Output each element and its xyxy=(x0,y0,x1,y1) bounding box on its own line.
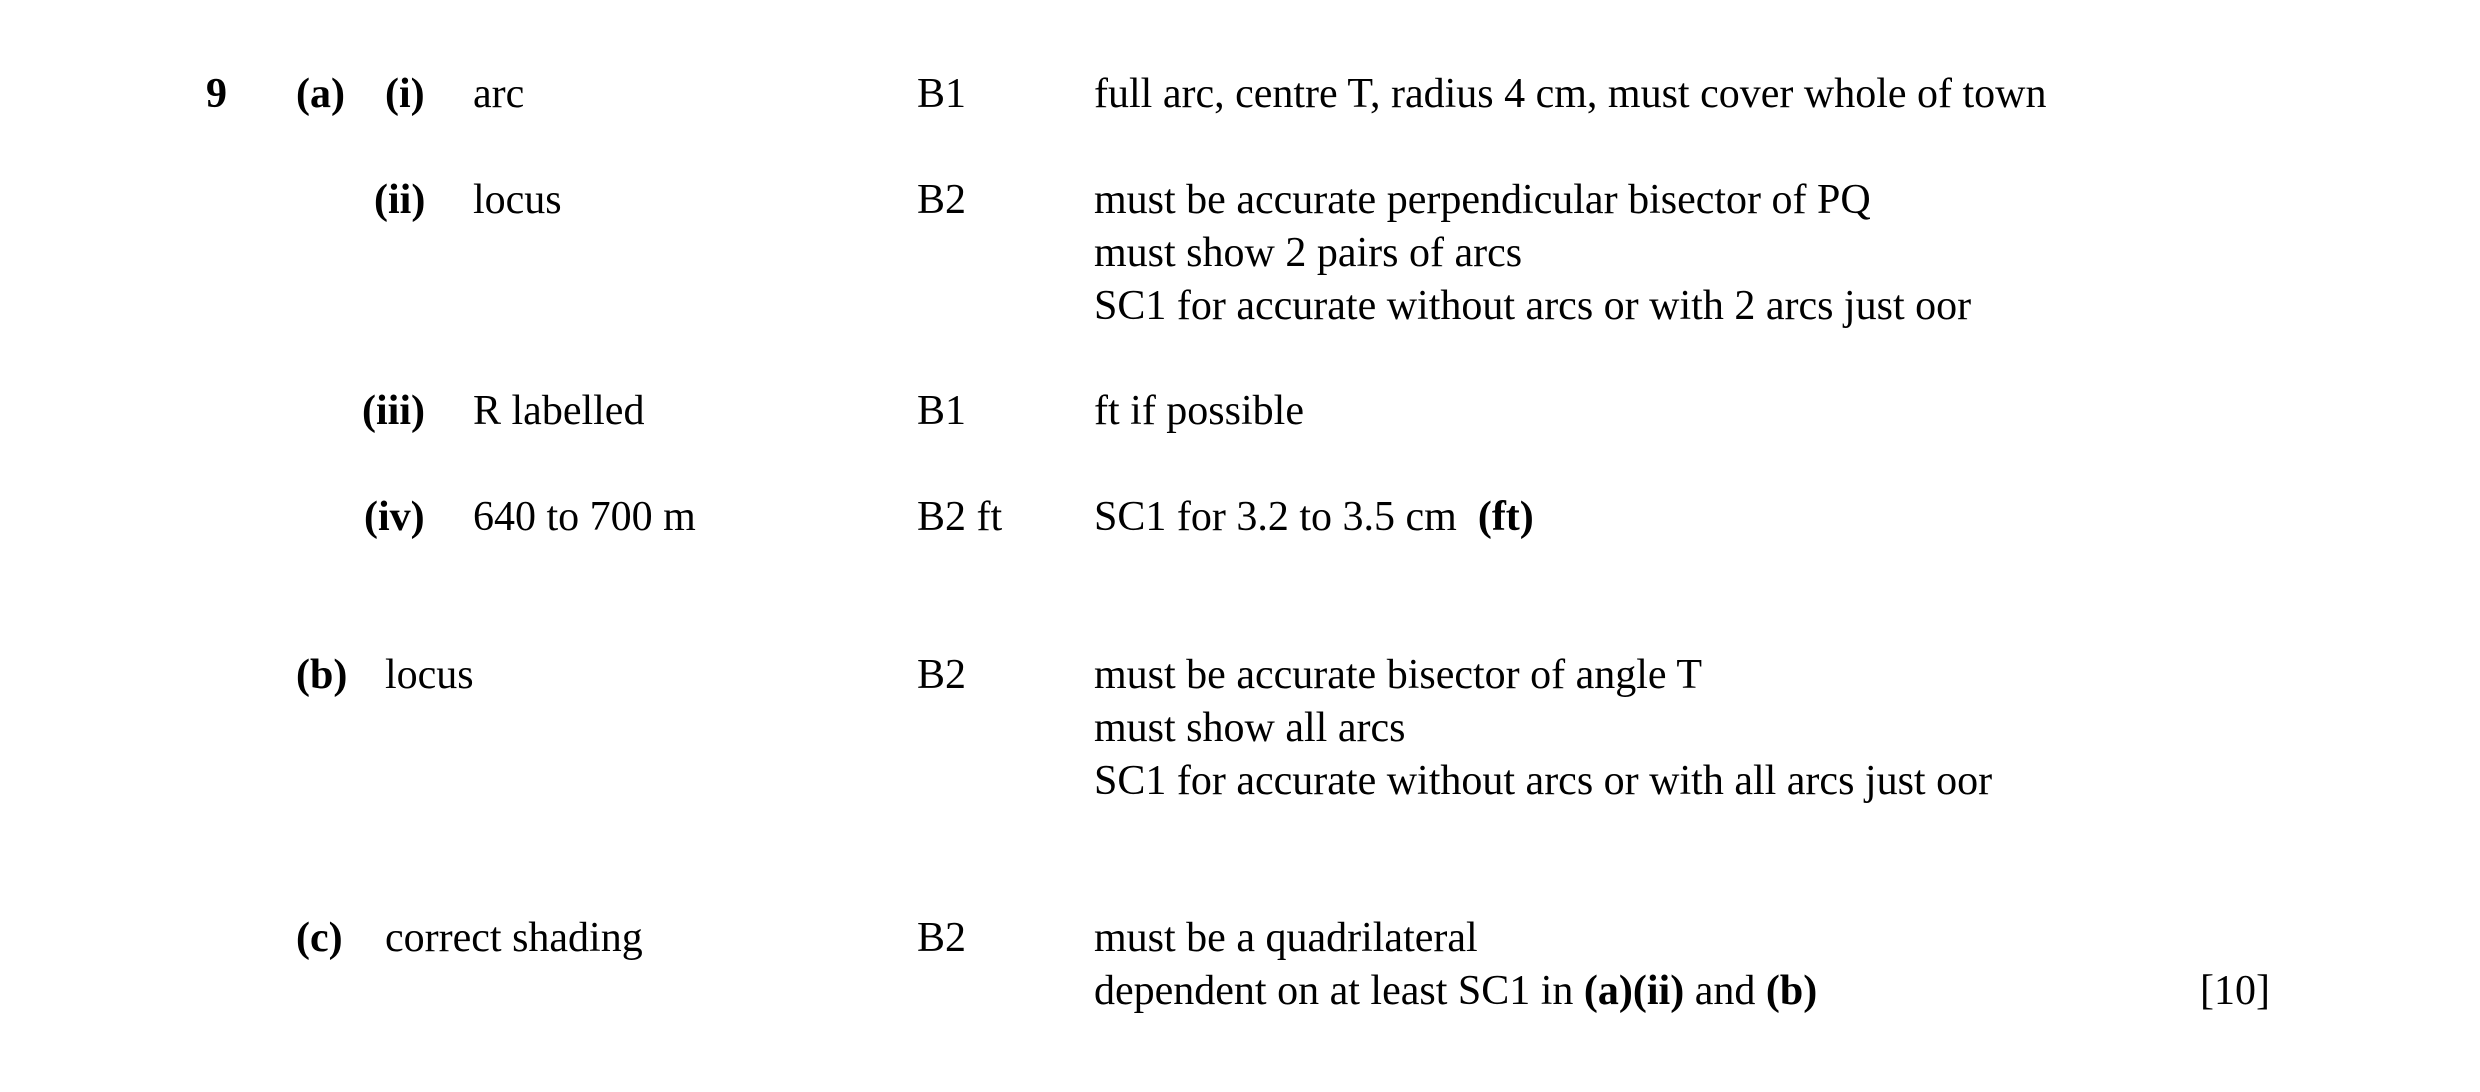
comments-b xyxy=(1094,649,1992,808)
comment-line: must be a quadrilateral xyxy=(1094,915,1478,961)
mark-a-iv: B2 ft xyxy=(917,494,1003,540)
part-label-a: (a) xyxy=(296,71,345,117)
mark-b: B2 xyxy=(917,652,967,698)
dependency-line xyxy=(1094,965,1817,1018)
answer-a-iv: 640 to 700 m xyxy=(473,494,696,540)
comment-text: SC1 for 3.2 to 3.5 cm xyxy=(1094,494,1457,540)
subpart-label-i: (i) xyxy=(385,71,425,117)
answer-a-i: arc xyxy=(473,71,525,117)
subpart-label-iv: (iv) xyxy=(364,494,425,540)
mark-a-iii: B1 xyxy=(917,388,967,434)
comment-line: must show all arcs xyxy=(1094,705,1406,751)
comment-line: must be accurate bisector of angle T xyxy=(1094,652,1702,698)
question-number: 9 xyxy=(206,71,227,117)
comment-line: ft if possible xyxy=(1094,388,1304,434)
follow-through-marker: (ft) xyxy=(1477,494,1534,540)
comment-line xyxy=(1094,491,1534,544)
dependency-middle: and xyxy=(1684,968,1766,1014)
comments-a-ii xyxy=(1094,174,1971,333)
dependency-ref-b: (b) xyxy=(1765,968,1818,1014)
answer-a-iii: R labelled xyxy=(473,388,645,434)
answer-a-ii: locus xyxy=(473,177,562,223)
answer-b: locus xyxy=(385,652,474,698)
part-label-c: (c) xyxy=(296,915,343,961)
comments-c xyxy=(1094,912,1817,1018)
comment-line: SC1 for accurate without arcs or with 2 arcs just oor xyxy=(1094,283,1972,329)
answer-c: correct shading xyxy=(385,915,643,961)
part-label-b: (b) xyxy=(296,652,348,698)
comment-line: must show 2 pairs of arcs xyxy=(1094,230,1523,276)
comments-a-iv xyxy=(1094,491,1534,544)
total-marks: [10] xyxy=(2200,968,2270,1014)
subpart-label-ii: (ii) xyxy=(374,177,426,223)
dependency-ref-a-ii: (a)(ii) xyxy=(1583,968,1685,1014)
comment-line: SC1 for accurate without arcs or with all arcs just oor xyxy=(1094,758,1993,804)
mark-a-ii: B2 xyxy=(917,177,967,223)
subpart-label-iii: (iii) xyxy=(362,388,425,434)
comments-a-iii xyxy=(1094,385,1304,438)
dependency-prefix: dependent on at least SC1 in xyxy=(1094,968,1584,1014)
comment-line: full arc, centre T, radius 4 cm, must cover whole of town xyxy=(1094,71,2047,117)
comments-a-i xyxy=(1094,68,2047,121)
mark-a-i: B1 xyxy=(917,71,967,117)
comment-line: must be accurate perpendicular bisector of PQ xyxy=(1094,177,1871,223)
mark-c: B2 xyxy=(917,915,967,961)
